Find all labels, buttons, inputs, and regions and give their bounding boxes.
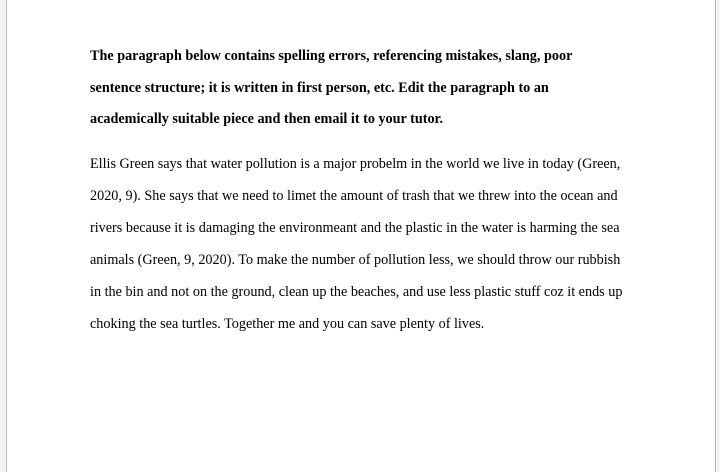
instructions-paragraph[interactable] <box>90 41 650 136</box>
page-content[interactable] <box>90 41 650 340</box>
body-line: choking the sea turtles. Together me and you can save plenty of lives. <box>90 316 485 333</box>
instructions-line: academically suitable piece and then email it to your tutor. <box>90 111 444 128</box>
document-page[interactable] <box>6 0 716 472</box>
body-line: Ellis Green says that water pollution is a major probelm in the world we live in today (Green, <box>90 155 621 172</box>
body-line: in the bin and not on the ground, clean up the beaches, and use less plastic stuff coz it ends up <box>90 284 623 301</box>
body-line: animals (Green, 9, 2020). To make the number of pollution less, we should throw our rubbish <box>90 252 621 269</box>
body-line: rivers because it is damaging the environmeant and the plastic in the water is harming the sea <box>90 219 620 236</box>
instructions-line: sentence structure; it is written in first person, etc. Edit the paragraph to an <box>90 79 549 96</box>
body-line: 2020, 9). She says that we need to limet the amount of trash that we threw into the ocean and <box>90 187 618 204</box>
instructions-line: The paragraph below contains spelling errors, referencing mistakes, slang, poor <box>90 48 573 64</box>
body-paragraph[interactable] <box>90 148 650 341</box>
